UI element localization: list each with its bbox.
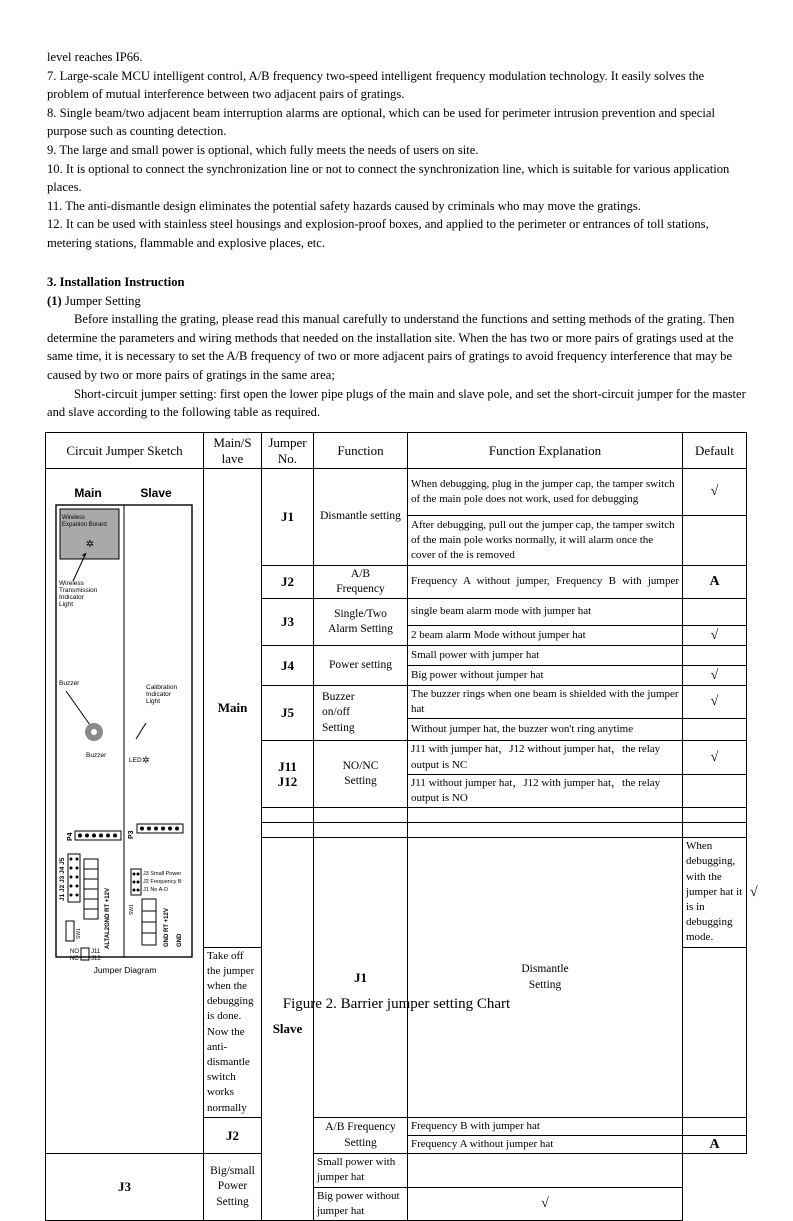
explanation-cell: Big power without jumper hat: [314, 1187, 408, 1220]
default-cell: [683, 599, 747, 626]
default-cell: [683, 1117, 747, 1135]
svg-text:NO: NO: [70, 949, 79, 955]
main-board-label: Main: [74, 486, 102, 500]
header-jumper: Jumper No.: [262, 433, 314, 469]
svg-text:ALTAL2GND RT +12V: ALTAL2GND RT +12V: [105, 888, 111, 949]
svg-text:Calibration: Calibration: [146, 684, 178, 691]
feature-line: 7. Large-scale MCU intelligent control, A/B frequency two-speed intelligent frequency modulation technology. It easily solves the problem of mutual interference between two adjacent pairs of gratings.: [47, 68, 705, 102]
default-cell: [683, 947, 747, 1117]
jumper-no: J2: [204, 1117, 262, 1153]
subsection-title: [47, 292, 747, 311]
function-cell: Power setting: [314, 646, 408, 686]
feature-line: level reaches IP66.: [47, 50, 143, 64]
svg-text:LED: LED: [129, 757, 142, 764]
function-cell: Big/small Power Setting: [204, 1154, 262, 1221]
svg-text:SW1: SW1: [76, 928, 82, 939]
header-explanation: Function Explanation: [408, 433, 683, 469]
jumper-no: J2: [262, 566, 314, 599]
default-cell: √: [683, 666, 747, 686]
function-cell: Single/Two Alarm Setting: [314, 599, 408, 646]
default-cell: [408, 1154, 683, 1187]
explanation-cell: single beam alarm mode with jumper hat: [408, 599, 683, 626]
default-cell: [683, 719, 747, 741]
explanation-cell: Without jumper hat, the buzzer won't ring anytime: [408, 719, 683, 741]
feature-line: 12. It can be used with stainless steel housings and explosion-proof boxes, and applied to the perimeter or entrances of toll stations, metering stations, flammable and explosive places, etc.: [47, 217, 709, 250]
function-cell: Dismantle setting: [314, 469, 408, 566]
jumper-no: J3: [46, 1154, 204, 1221]
svg-text:Indicator: Indicator: [146, 691, 171, 698]
svg-text:GND: GND: [177, 933, 183, 947]
explanation-cell: Small power with jumper hat: [408, 646, 683, 666]
table-row: Slave J1 Dismantle Setting When debugging, with the jumper hat it is in debugging mode. √: [46, 838, 747, 947]
header-sketch: Circuit Jumper Sketch: [46, 433, 204, 469]
svg-text:J1 J2 J3 J4 J5: J1 J2 J3 J4 J5: [59, 857, 66, 901]
svg-text:SW1: SW1: [129, 904, 135, 915]
explanation-cell: Take off the jumper when the debugging is done. Now the anti-dismantle switch works normally: [204, 947, 262, 1117]
table-row: [46, 1154, 747, 1187]
jumper-no: J11 J12: [262, 741, 314, 808]
diagram-footer: Jumper Diagram: [93, 965, 157, 975]
table-row: [46, 469, 747, 516]
header-default: Default: [683, 433, 747, 469]
table-header-row: [46, 433, 747, 469]
header-function: Function: [314, 433, 408, 469]
explanation-cell: 2 beam alarm Mode without jumper hat: [408, 626, 683, 646]
svg-text:J3 Small Power: J3 Small Power: [143, 871, 182, 877]
svg-text:Wireless: Wireless: [59, 580, 84, 587]
svg-text:P3: P3: [128, 830, 135, 839]
jumper-no: J3: [262, 599, 314, 646]
svg-text:P4: P4: [67, 832, 74, 841]
svg-text:Light: Light: [59, 601, 74, 608]
jumper-no: J1: [314, 838, 408, 1118]
default-cell: √: [683, 469, 747, 516]
jumper-no: J4: [262, 646, 314, 686]
function-cell: A/B Frequency: [314, 566, 408, 599]
svg-text:Buzzer: Buzzer: [86, 752, 107, 759]
explanation-cell: Frequency A without jumper hat: [408, 1136, 683, 1154]
svg-text:J2 Frequency B: J2 Frequency B: [143, 879, 182, 885]
jumper-no: J1: [262, 469, 314, 566]
svg-text:Expanion Borard: Expanion Borard: [62, 522, 107, 528]
feature-line: 8. Single beam/two adjacent beam interruption alarms are optional, which can be used for perimeter intrusion prevention and special purpose such as counting detection.: [47, 105, 715, 139]
function-cell: A/B Frequency Setting: [314, 1117, 408, 1153]
explanation-cell: Frequency A without jumper, Frequency B with jumper: [408, 566, 683, 599]
explanation-cell: The buzzer rings when one beam is shielded with the jumper hat: [408, 686, 683, 719]
svg-text:J11: J11: [91, 949, 101, 955]
main-label: Main: [204, 469, 262, 948]
installation-section: [47, 273, 747, 422]
default-cell: √: [408, 1187, 683, 1220]
jumper-setting-table: [45, 432, 758, 1221]
svg-text:J12: J12: [91, 956, 101, 962]
default-cell: [683, 774, 747, 807]
subsection-number: (1): [47, 293, 62, 308]
function-cell: NO/NC Setting: [314, 741, 408, 808]
feature-line: 9. The large and small power is optional, which fully meets the needs of users on site.: [47, 142, 479, 157]
explanation-cell: J11 with jumper hat，J12 without jumper hat，the relay output is NC: [408, 741, 683, 774]
default-cell: √: [683, 686, 747, 719]
default-cell: A: [683, 566, 747, 599]
explanation-cell: When debugging, plug in the jumper cap, the tamper switch of the main pole does not work, used for debugging: [408, 469, 683, 516]
explanation-cell: J11 without jumper hat，J12 with jumper hat，the relay output is NO: [408, 774, 683, 807]
figure-caption: Figure 2. Barrier jumper setting Chart: [282, 996, 511, 1012]
explanation-cell: Small power with jumper hat: [314, 1154, 408, 1187]
svg-text:J1 No A-D: J1 No A-D: [143, 887, 169, 893]
explanation-cell: Big power without jumper hat: [408, 666, 683, 686]
function-cell: Buzzer on/off Setting: [314, 686, 408, 741]
svg-text:Light: Light: [146, 698, 161, 705]
svg-text:Indicator: Indicator: [59, 594, 84, 601]
svg-text:Wireless: Wireless: [62, 515, 86, 521]
section-title: 3. Installation Instruction: [47, 275, 185, 289]
svg-text:Transmission: Transmission: [59, 587, 98, 594]
jumper-diagram-cell: [46, 469, 204, 1154]
default-cell: [683, 516, 747, 566]
explanation-cell: When debugging, with the jumper hat it is in debugging mode.: [683, 838, 747, 947]
svg-text:NC: NC: [70, 956, 79, 962]
jumper-diagram: [46, 469, 204, 978]
jumper-no: J5: [262, 686, 314, 741]
intro-paragraph: Before installing the grating, please read this manual carefully to understand the functions and setting methods of the grating. Then determine the parameters and wiring methods that needed on the installation site. When the has two or more pairs of gratings used at the same time, it is necessary to set the A/B frequency of two or more adjacent pairs of gratings to avoid frequency interference that may be caused by two or more pairs of gratings in the same area;: [47, 312, 735, 382]
default-cell: A: [683, 1136, 747, 1154]
svg-text:Buzzer: Buzzer: [59, 680, 80, 687]
explanation-cell: Frequency B with jumper hat: [408, 1117, 683, 1135]
slave-board-label: Slave: [140, 486, 172, 500]
jumper-paragraph: Short-circuit jumper setting: first open the lower pipe plugs of the main and slave pole, and set the short-circuit jumper for the master and slave according to the following table as required.: [47, 386, 746, 420]
feature-line: 10. It is optional to connect the synchronization line or not to connect the synchronization line, which is suitable for various application places.: [47, 161, 730, 195]
explanation-cell: After debugging, pull out the jumper cap, the tamper switch of the main pole works normally, it will alarm once the cover of the is removed: [408, 516, 683, 566]
default-cell: [683, 646, 747, 666]
feature-line: 11. The anti-dismantle design eliminates the potential safety hazards caused by criminals who may move the gratings.: [47, 198, 641, 213]
header-role: Main/S lave: [204, 433, 262, 469]
default-cell: √: [683, 741, 747, 774]
slave-label: Slave: [262, 838, 314, 1221]
default-cell: √: [683, 626, 747, 646]
wireless-light-icon: ✲: [85, 539, 95, 550]
feature-list: [47, 48, 747, 253]
subsection-label: Jumper Setting: [61, 293, 141, 308]
function-cell: Dismantle Setting: [408, 838, 683, 1118]
led-icon: ✲: [142, 755, 150, 765]
svg-text:GND RT +12V: GND RT +12V: [164, 908, 170, 947]
